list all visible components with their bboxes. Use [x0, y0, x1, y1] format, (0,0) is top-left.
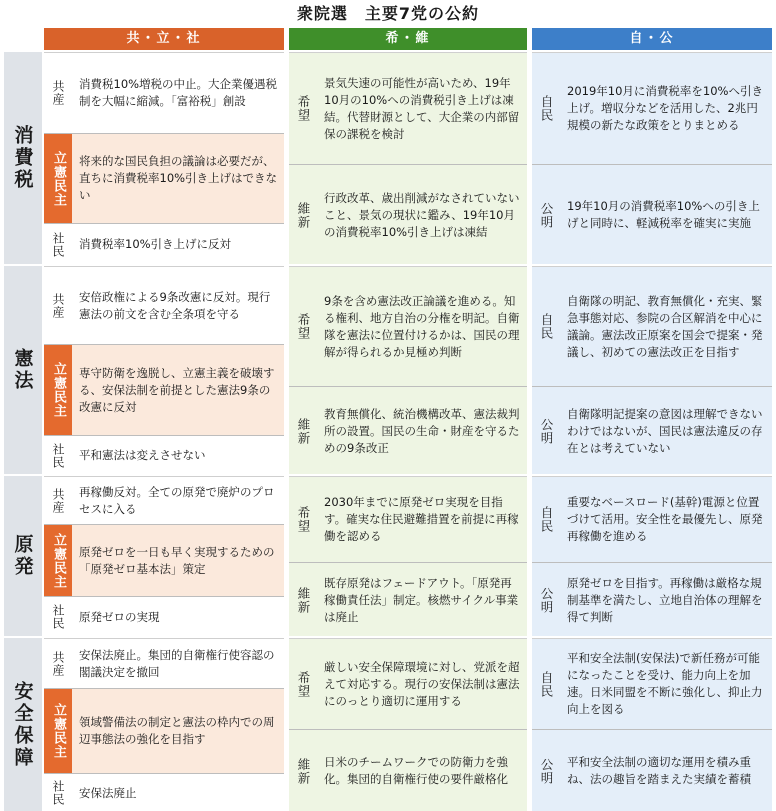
policy-text: 専守防衛を逸脱し、立憲主義を破壊する、安保法制を前提とした憲法9条の改憲に反対: [79, 365, 275, 414]
party-label: 希望: [296, 95, 311, 122]
party-label: 社民: [44, 774, 72, 811]
policy-text: 安保法廃止: [79, 785, 137, 800]
policy-text: 行政改革、歳出削減がなされていないこと、景気の現状に鑑み、19年10月の消費税率10%引き上げは凍結: [324, 190, 520, 239]
policy-text: 安倍政権による9条改憲に反対。現行憲法の前文を含む全条項を守る: [79, 289, 271, 321]
party-label: 公明: [539, 757, 554, 785]
policy-cell: [44, 436, 284, 475]
party-label: 自民: [539, 95, 554, 122]
policy-cell: [289, 639, 527, 730]
policy-cell: [532, 563, 772, 637]
policy-cell: [289, 730, 527, 811]
section-consumption-tax-middle: [289, 52, 527, 264]
topic-nuclear-power: 原発: [4, 476, 42, 636]
policy-cell: [44, 477, 284, 525]
party-label: 共産: [44, 477, 72, 524]
policy-cell: [289, 267, 527, 387]
party-label: 維新: [296, 586, 311, 614]
policy-text: 消費税率10%引き上げに反対: [79, 237, 232, 251]
party-label: 共産: [44, 53, 72, 133]
policy-text: 平和安全法制(安保法)で新任務が可能になったことを受け、能力向上を加速。日米同盟を不断に強化し、抑止力向上を図る: [567, 651, 763, 716]
policy-cell: [532, 730, 772, 811]
section-consumption-tax-right: [532, 52, 772, 264]
policy-text: 将来的な国民負担の議論は必要だが、直ちに消費税率10%引き上げはできない: [79, 154, 278, 202]
policy-text: 再稼働反対。全ての原発で廃炉のプロセスに入る: [79, 484, 275, 516]
policy-cell: [44, 774, 284, 811]
policy-text: 領域警備法の制定と憲法の枠内での周辺事態法の強化を目指す: [79, 715, 275, 746]
policy-text: 2030年までに原発ゼロ実現を目指す。確実な住民避難措置を前提に再稼働を認める: [324, 495, 519, 543]
policy-cell: [44, 53, 284, 134]
party-label: 維新: [296, 201, 311, 229]
party-label: 希望: [296, 506, 311, 533]
policy-text: 自衛隊明記提案の意図は理解できないわけではないが、国民は憲法違反の存在とは考えていない: [567, 406, 763, 455]
policy-text: 平和安全法制の適切な運用を積み重ね、法の趣旨を踏まえた実績を蓄積: [567, 755, 751, 786]
policy-text: 自衛隊の明記、教育無償化・充実、緊急事態対応、参院の合区解消を中心に議論。憲法改正原案を国会で提案・発議し、初めての憲法改正を目指す: [567, 293, 763, 359]
party-label: 自民: [539, 670, 554, 698]
party-label: 公明: [539, 201, 554, 229]
party-label: 立憲民主: [44, 345, 72, 435]
policy-text: 既存原発はフェードアウト。「原発再稼働責任法」制定。核燃サイクル事業は廃止: [324, 575, 519, 624]
policy-cell: [532, 165, 772, 265]
section-security-right: [532, 638, 772, 811]
party-label: 公明: [539, 417, 554, 445]
policy-cell: [532, 53, 772, 165]
policy-cell: [289, 563, 527, 637]
policy-cell: [44, 345, 284, 436]
party-label: 共産: [44, 267, 72, 344]
policy-text: 消費税10%増税の中止。大企業優遇税制を大幅に縮減。「富裕税」創設: [79, 77, 278, 108]
party-label: 立憲民主: [44, 689, 72, 773]
policy-cell: [44, 639, 284, 689]
policy-cell: [532, 639, 772, 730]
party-label: 維新: [296, 417, 311, 445]
section-nuclear-middle: [289, 476, 527, 636]
policy-text: 9条を含め憲法改正論議を進める。知る権利、地方自治の分権を明記。自衛隊を憲法に位置付けるかは、国民の理解が得られるか見極め判断: [324, 293, 520, 359]
policy-cell: [532, 387, 772, 475]
policy-cell: [289, 53, 527, 165]
party-label: 希望: [296, 670, 311, 698]
policy-text: 教育無償化、統治機構改革、憲法裁判所の設置。国民の生命・財産を守るための9条改正: [324, 406, 520, 455]
column-header-right: 自・公: [532, 28, 772, 50]
policy-text: 重要なベースロード(基幹)電源と位置づけて活用。安全性を最優先し、原発再稼働を進める: [567, 495, 763, 543]
party-label: 社民: [44, 436, 72, 475]
policy-text: 日米のチームワークでの防衛力を強化。集団的自衛権行使の要件厳格化: [324, 755, 508, 786]
policy-cell: [289, 165, 527, 265]
policy-text: 平和憲法は変えさせない: [79, 448, 206, 462]
section-constitution-left: [44, 266, 284, 474]
policy-text: 原発ゼロを一日も早く実現するための「原発ゼロ基本法」策定: [79, 544, 275, 576]
party-label: 希望: [296, 313, 311, 340]
party-label: 自民: [539, 313, 554, 340]
section-security-middle: [289, 638, 527, 811]
policy-cell: [289, 387, 527, 475]
party-label: 共産: [44, 639, 72, 688]
policy-cell: [44, 134, 284, 224]
party-label: 公明: [539, 586, 554, 614]
topic-consumption-tax: 消費税: [4, 52, 42, 264]
policy-text: 19年10月の消費税率10%への引き上げと同時に、軽減税率を確実に実施: [567, 199, 760, 230]
section-nuclear-left: [44, 476, 284, 636]
party-label: 社民: [44, 224, 72, 265]
section-security-left: [44, 638, 284, 811]
policy-cell: [44, 689, 284, 774]
policy-text: 2019年10月に消費税率を10%へ引き上げ。増収分などを活用した、2兆円規模の新たな政策をとりまとめる: [567, 84, 763, 132]
party-label: 立憲民主: [44, 525, 72, 596]
policy-cell: [289, 477, 527, 563]
section-constitution-right: [532, 266, 772, 474]
party-label: 立憲民主: [44, 134, 72, 223]
page-title: 衆院選 主要7党の公約: [296, 4, 480, 23]
policy-cell: [44, 525, 284, 597]
column-header-middle: 希・維: [289, 28, 527, 50]
party-label: 社民: [44, 597, 72, 637]
topic-constitution: 憲法: [4, 266, 42, 474]
party-label: 維新: [296, 757, 311, 785]
policy-text: 原発ゼロの実現: [79, 609, 160, 624]
section-nuclear-right: [532, 476, 772, 636]
topic-national-security: 安全保障: [4, 638, 42, 811]
column-header-left: 共・立・社: [44, 28, 284, 50]
policy-cell: [532, 477, 772, 563]
section-consumption-tax-left: [44, 52, 284, 264]
policy-cell: [44, 597, 284, 637]
policy-cell: [44, 224, 284, 265]
policy-cell: [44, 267, 284, 345]
policy-text: 厳しい安全保障環境に対し、党派を超えて対応する。現行の安保法制は憲法にのっとり適切に運用する: [324, 659, 520, 708]
party-label: 自民: [539, 506, 554, 533]
policy-text: 景気失速の可能性が高いため、19年10月の10%への消費税引き上げは凍結。代替財源として、大企業の内部留保の課税を検討: [324, 75, 520, 141]
policy-cell: [532, 267, 772, 387]
policy-text: 原発ゼロを目指す。再稼働は厳格な規制基準を満たし、立地自治体の理解を得て判断: [567, 575, 763, 624]
policy-text: 安保法廃止。集団的自衛権行使容認の閣議決定を撤回: [79, 647, 275, 679]
section-constitution-middle: [289, 266, 527, 474]
